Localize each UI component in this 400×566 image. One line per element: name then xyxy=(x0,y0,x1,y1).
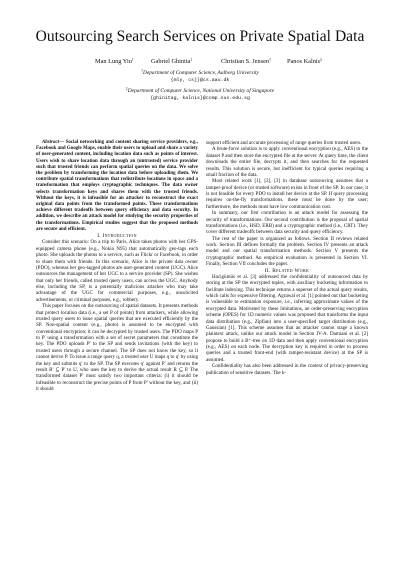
author-list xyxy=(0,58,400,70)
left-column xyxy=(36,140,198,392)
paragraph: support efficient and accurate processing of range queries from trusted users. xyxy=(206,140,362,146)
paragraph: Consider this scenario: On a trip to Paris, Alice takes photos with her GPS-equipped camera phone (e.g., Nokia N95) that automatically geo-tags each photo. She uploads the photos to a service, such as Flickr or Facebook, in order to share them with friends. In this scenario, Alice is the private data owner (PDO), whereas her geo-tagged photos are user-generated content (UGC). Alice outsources the management of her UGC to a service provider (SP). She wishes that only her friends, called trusted query users, can access the UGC. Anybody else, including the SP, is a potentially malicious attacker who may take advantage of the UGC for commercial purposes, e.g., unsolicited advertisements, or criminal purposes, e.g., robbery. xyxy=(36,239,198,303)
paragraph: Hacigümüs et al. [3] addressed the confidentiality of outsourced data by storing at the SP the encrypted tuples, with auxiliary bucketing information to facilitate indexing. This technique returns a superset of the actual query results, which calls for expensive filtering. Agrawal et al. [1] pointed out that bucketing is vulnerable to estimation exposure, i.e., inferring approximate values of the encrypted data. Motivated by these limitations, an order-preserving encryption scheme (OPES) for 1D numeric values was proposed that transforms the input data distribution (e.g., Zipfian) into a user-specified target distribution (e.g., Gaussian) [1]. This scheme assumes that an attacker cannot stage a known plaintext attack, unlike our attack model in Section IV-A. Damiani et al. [2] propose to build a B⁺-tree on 1D data and then apply conventional encryption (e.g., AES) on each node. The decryption key is required in order to process queries and a trusted front-end (with tamper-resistant device) at the SP is assumed. xyxy=(206,273,368,363)
section-heading-introduction: I. Introduction xyxy=(97,233,137,240)
paragraph: In summary, our first contribution is an attack model for assessing the security of transformations. Our second contribution is the proposal of spatial transformations (i.e., HSD, ERB) and a cryptographic method (i.e., CRT). They cover different tradeoffs between data security and query efficiency. xyxy=(206,210,368,236)
affiliation: †Department of Computer Science, Aalborg University xyxy=(141,69,259,76)
author: Panos Kalnis‡ xyxy=(287,58,322,65)
paragraph: This paper focuses on the outsourcing of spatial datasets. It presents methods that protect location data (i.e., a set P of points) from attackers, while allowing trusted query users to issue spatial queries that are executed efficiently by the SP. Non-spatial content (e.g., photo) is assumed to be encrypted with conventional encryption; it can be decrypted by trusted users. The PDO maps P to P′ using a transformation with a set of secret parameters that constitute the key. The PDO uploads P′ to the SP and sends invitations (with the key) to trusted users through a secure channel. The SP does not know the key, so it cannot derive P. To issue a range query q, a trusted user U maps q to q′ by using the key and submits q′ to the SP. The SP executes q′ against P′ and returns the result R′ ⊆ P′ to U, who uses the key to derive the actual result R ⊆ P. The transformed dataset P′ must satisfy two important criteria: (i) it should be infeasible to reconstruct the precise points of P from P′ without the key, and (ii) it should xyxy=(36,303,198,393)
section-heading-related-work: II. Related Work xyxy=(264,267,310,274)
affiliation-email: {ghinitag, kalnis}@comp.nus.edu.sg xyxy=(150,96,250,101)
right-column xyxy=(206,140,368,376)
affiliation-email: {mly, csj}@cs.aau.dk xyxy=(170,78,230,83)
affiliation: ‡Department of Computer Science, National University of Singapore xyxy=(125,87,275,94)
paragraph: Most related work [1], [2], [3] in database outsourcing assumes that a tamper-proof device (or trusted software) exists in front of the SP. In our case, it is not feasible for every PDO to install her device at the SP. If query processing requires on-the-fly transformations, these must be done by the user; furthermore, the methods must have low communication cost. xyxy=(206,178,368,210)
paragraph: The rest of the paper is organized as follows. Section II reviews related work. Section III defines formally the problem. Section IV presents an attack model and our spatial transformation methods. Section V presents the cryptographic method. An empirical evaluation is presented in Section VI. Finally, Section VII concludes the paper. xyxy=(206,235,368,268)
author: Christian S. Jensen† xyxy=(221,58,271,65)
paper-title: Outsourcing Search Services on Private Spatial Data xyxy=(35,28,365,45)
abstract: Abstract— Social networking and content sharing service providers, e.g., Facebook and Google Maps, enable their users to upload and share a variety of user-generated content, including location data such as points of interest. Users wish to share location data through an (untrusted) service provider such that trusted friends can perform spatial queries on the data. We solve the problem by transforming the location data before uploading them. We contribute spatial transformations that redistribute locations in space and a transformation that employs cryptographic techniques. The data owner selects transformation keys and shares them with the trusted friends. Without the keys, it is infeasible for an attacker to reconstruct the exact original data points from the transformed points. These transformations achieve different tradeoffs between query efficiency and data security. In addition, we describe an attack model for studying the security properties of the transformations. Empirical studies suggest that the proposed methods are secure and efficient. xyxy=(36,140,198,232)
paragraph: A brute-force solution is to apply conventional encryption (e.g., AES) to the dataset P and then store the encrypted file at the server. At query time, the client downloads the entire file, decrypts it, and then searches for the requested results. This solution is secure, but inefficient for typical queries requiring a small fraction of the data. xyxy=(206,146,368,178)
paragraph: Confidentiality has also been addressed in the context of privacy-preserving publication of sensitive datasets. The k- xyxy=(206,363,368,376)
author: Man Lung Yiu† xyxy=(95,58,134,65)
author: Gabriel Ghinita‡ xyxy=(151,58,193,65)
